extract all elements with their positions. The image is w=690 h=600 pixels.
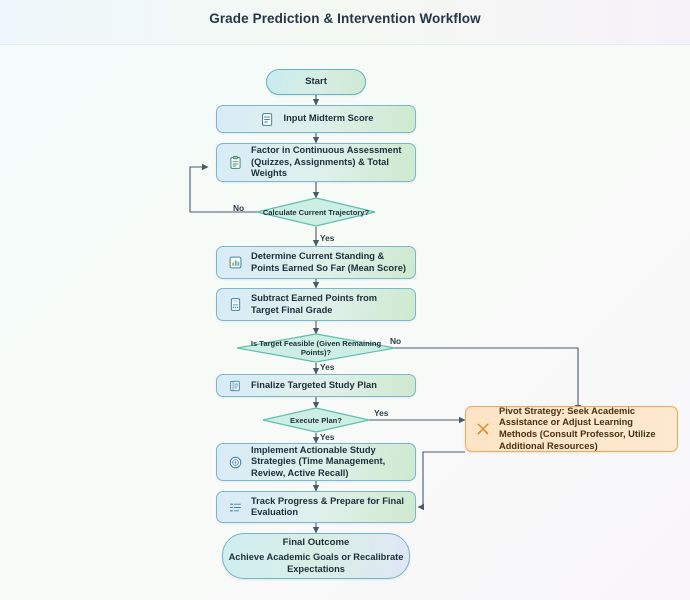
node-factor-assessment[interactable] [216,143,416,182]
node-target-feasible-label: Is Target Feasible (Given Remaining Points)? [250,339,382,357]
node-track-progress-label: Track Progress & Prepare for Final Evaluation [251,495,404,517]
calculator-icon [226,296,244,314]
edge-label-feasible-no: No [390,336,402,346]
checklist-icon [226,498,244,516]
document-score-icon [259,110,277,128]
node-input-midterm-label: Input Midterm Score [283,113,374,124]
node-finalize-plan[interactable] [216,374,416,397]
node-subtract-points[interactable] [216,288,416,321]
edge-label-feasible-yes: Yes [320,362,335,372]
node-subtract-points-label: Subtract Earned Points from Target Final Grade [251,293,378,315]
node-calc-trajectory[interactable] [256,197,376,227]
clipboard-icon [226,154,244,172]
node-pivot-strategy[interactable] [465,406,678,452]
node-implement-strategies-label: Implement Actionable Study Strategies (Time Management, Review, Active Recall) [251,444,386,478]
node-determine-standing[interactable] [216,246,416,279]
node-target-feasible[interactable] [236,333,396,363]
node-factor-assessment-label: Factor in Continuous Assessment (Quizzes, Assignments) & Total Weights [251,145,402,179]
edge-label-execute-yes-down: Yes [320,432,335,442]
node-finalize-plan-label: Finalize Targeted Study Plan [251,379,377,390]
node-determine-standing-label: Determine Current Standing & Points Earned So Far (Mean Score) [251,251,406,273]
edge-label-trajectory-no: No [233,203,245,213]
tools-icon [475,419,491,439]
edge-label-trajectory-yes: Yes [320,233,335,243]
node-start[interactable] [266,69,366,95]
node-track-progress[interactable] [216,491,416,523]
node-input-midterm[interactable] [216,105,416,133]
notebook-icon [226,377,244,395]
edge-label-execute-yes-right: Yes [374,408,389,418]
gear-target-icon [226,453,244,471]
node-pivot-strategy-label: Pivot Strategy: Seek Academic Assistance or Adjust Learning Methods (Consult Professor, Utilize Additional Resources) [499,405,656,451]
node-execute-plan-label: Execute Plan? [290,415,342,425]
node-execute-plan[interactable] [262,407,370,433]
node-start-label: Start [305,76,327,87]
node-final-outcome-subtitle: Achieve Academic Goals or Recalibrate Expectations [228,552,404,574]
node-implement-strategies[interactable] [216,443,416,481]
node-calc-trajectory-label: Calculate Current Trajectory? [262,207,370,217]
page-title: Grade Prediction & Intervention Workflow [209,11,481,26]
node-final-outcome[interactable] [222,533,410,579]
bar-chart-icon [226,254,244,272]
node-final-outcome-title: Final Outcome [282,537,350,548]
